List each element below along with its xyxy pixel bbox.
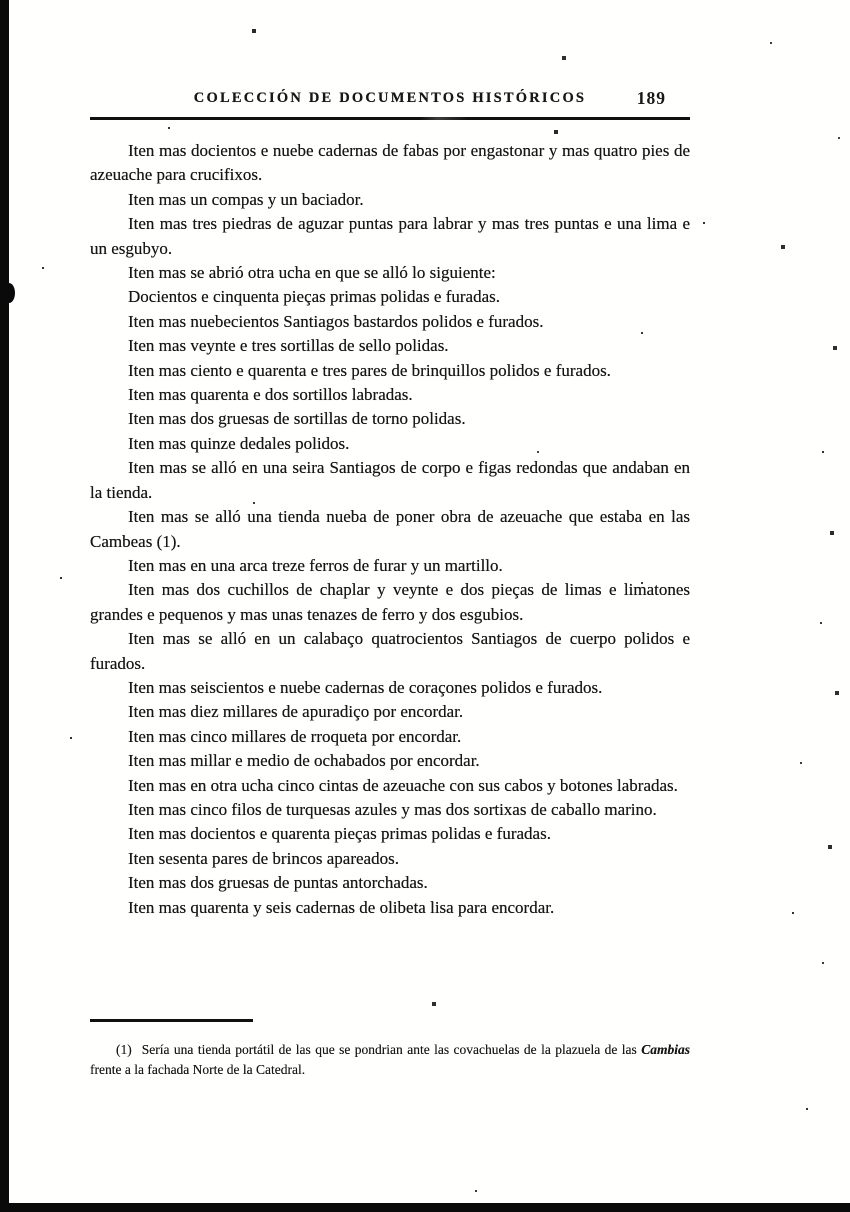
- paragraph: Iten mas dos cuchillos de chaplar y veynte e dos pieças de limas e limatones grandes e pequenos y mas unas tenazes de ferro y dos esgubios.: [90, 580, 690, 624]
- footnote-italic-term: Cambias: [641, 1042, 690, 1057]
- paragraph: Iten mas diez millares de apuradiço por encordar.: [128, 702, 464, 722]
- paragraph: Iten mas cinco filos de turquesas azules y mas dos sortixas de caballo marino.: [128, 799, 657, 819]
- paragraph: Iten mas un compas y un baciador.: [128, 189, 364, 209]
- footnote-rule-divider: [90, 1019, 253, 1022]
- paragraph: Iten mas ciento e quarenta e tres pares de brinquillos polidos e furados.: [128, 360, 611, 380]
- paragraph: Iten mas cinco millares de rroqueta por encordar.: [128, 726, 462, 746]
- paragraph: Iten sesenta pares de brincos apareados.: [128, 848, 399, 868]
- paragraph: Iten mas en una arca treze ferros de furar y un martillo.: [128, 555, 503, 575]
- paragraph: Iten mas se alló en una seira Santiagos de corpo e figas redondas que andaban en la tienda.: [90, 458, 690, 502]
- paragraph: Iten mas seiscientos e nuebe cadernas de coraçones polidos e furados.: [128, 677, 603, 697]
- paragraph: Iten mas se abrió otra ucha en que se alló lo siguiente:: [128, 263, 496, 283]
- running-header: [90, 90, 690, 112]
- paragraph: Docientos e cinquenta pieças primas polidas e furadas.: [128, 287, 500, 307]
- paragraph: Iten mas quarenta y seis cadernas de olibeta lisa para encordar.: [128, 897, 555, 917]
- paragraph: Iten mas dos gruesas de puntas antorchadas.: [128, 873, 428, 893]
- paragraph: Iten mas quinze dedales polidos.: [128, 433, 350, 453]
- paragraph: Iten mas dos gruesas de sortillas de torno polidas.: [128, 409, 466, 429]
- footnote-marker: (1): [116, 1042, 132, 1057]
- page-number: 189: [636, 88, 666, 108]
- scan-noise-specks: [0, 0, 2, 2]
- paragraph: Iten mas docientos e nuebe cadernas de fabas por engastonar y mas quatro pies de azeuache para crucifixos.: [90, 141, 690, 185]
- header-title: COLECCIÓN DE DOCUMENTOS HISTÓRICOS: [193, 90, 587, 106]
- paragraph: Iten mas se alló en un calabaço quatrocientos Santiagos de cuerpo polidos e furados.: [90, 629, 690, 673]
- scan-left-edge-artifact: [0, 0, 9, 1212]
- footnote-text-end: frente a la fachada Norte de la Catedral.: [90, 1062, 306, 1077]
- paragraph: Iten mas tres piedras de aguzar puntas para labrar y mas tres puntas e una lima e un esgubyo.: [90, 214, 690, 258]
- paragraph: Iten mas veynte e tres sortillas de sello polidas.: [128, 336, 449, 356]
- paragraph: Iten mas nuebecientos Santiagos bastardos polidos e furados.: [128, 311, 544, 331]
- paragraph: Iten mas en otra ucha cinco cintas de azeuache con sus cabos y botones labradas.: [128, 775, 678, 795]
- header-rule-divider: [90, 117, 690, 120]
- paragraph: Iten mas millar e medio de ochabados por encordar.: [128, 751, 480, 771]
- scan-left-edge-blotch: [3, 283, 15, 303]
- footnote-text: Sería una tienda portátil de las que se pondrian ante las covachuelas de la plazuela de las: [141, 1042, 642, 1057]
- document-body: [90, 139, 690, 920]
- paragraph: Iten mas quarenta e dos sortillos labradas.: [128, 385, 413, 405]
- scan-bottom-edge-artifact: [0, 1203, 850, 1212]
- paragraph: Iten mas se alló una tienda nueba de poner obra de azeuache que estaba en las Cambeas (1).: [90, 507, 690, 551]
- paragraph: Iten mas docientos e quarenta pieças primas polidas e furadas.: [128, 824, 551, 844]
- footnote: [90, 1040, 690, 1080]
